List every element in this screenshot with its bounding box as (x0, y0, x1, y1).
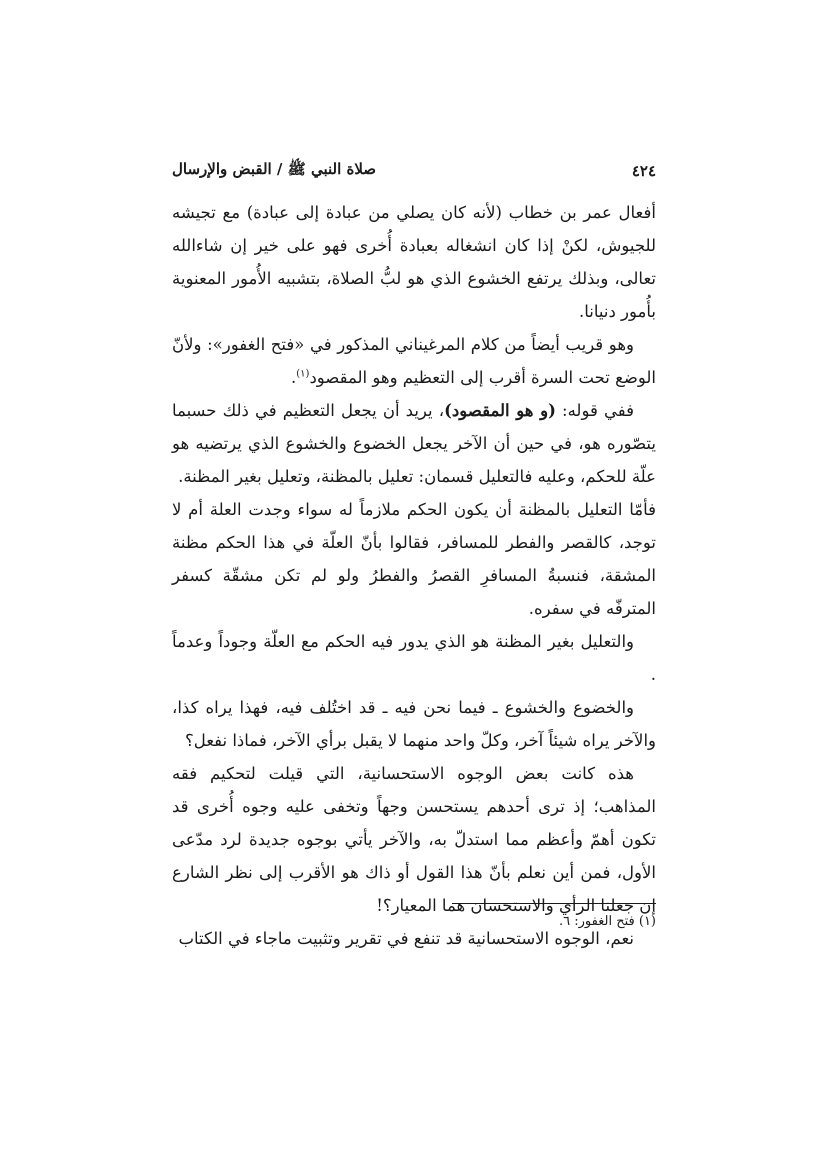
footnote-reference[interactable]: (١) (296, 368, 310, 380)
header-title: صلاة النبي ﷺ / القبض والإرسال (172, 160, 377, 178)
paragraph-lead: ففي قوله: (555, 401, 635, 420)
paragraph-3 (172, 394, 656, 493)
footnote-divider (452, 903, 656, 904)
paragraph-6 (172, 691, 656, 757)
paragraph-7 (172, 757, 656, 922)
footnote-text: (١) فتح الغفور: ٦. (559, 914, 656, 929)
paragraph-text: نعم، الوجوه الاستحسانية قد تنفع في تقرير وتثبيت ماجاء في الكتاب (178, 929, 634, 948)
body-text (172, 196, 656, 955)
paragraph-text: فأمّا التعليل بالمظنة أن يكون الحكم ملازماً له سواء وجدت العلة أم لا توجد، كالقصر والفطر للمسافر، فقالوا بأنّ العلّة في هذا الحكم مظنة المشقة، فنسبةُ المسافرِ القصرُ والفطرُ ولو لم تكن مشقّة كسفر المترفّه في سفره. (172, 500, 656, 618)
paragraph-text: والخضوع والخشوع ـ فيما نحن فيه ـ قد اختُلف فيه، فهذا يراه كذا، والآخر يراه شيئاً آخر، وكلّ واحد منهما لا يقبل برأي الآخر، فماذا نفعل؟ (172, 698, 656, 750)
quoted-phrase: (و هو المقصود) (444, 401, 556, 420)
page-number: ٤٢٤ (631, 162, 656, 180)
paragraph-text: وهو قريب أيضاً من كلام المرغيناني المذكور في «فتح الغفور»: ولأنّ الوضع تحت السرة أقرب إلى التعظيم وهو المقصود (172, 335, 656, 387)
paragraph-2 (172, 328, 656, 394)
running-header (172, 158, 656, 184)
paragraph-text: ، يريد أن يجعل التعظيم في ذلك حسبما يتصّوره هو، في حين أن الآخر يجعل الخضوع والخشوع الذي يرتضيه هو علّة للحكم، وعليه فالتعليل قسمان: تعليل بالمظنة، وتعليل بغير المظنة. (172, 401, 656, 486)
paragraph-4 (172, 493, 656, 625)
paragraph-text: هذه كانت بعض الوجوه الاستحسانية، التي قيلت لتحكيم فقه المذاهب؛ إذ ترى أحدهم يستحسن وجهاً وتخفى عليه وجوه أُخرى قد تكون أهمّ وأعظم مما استدلّ به، والآخر يأتي بوجوه جديدة لرد مدّعى الأول، فمن أين نعلم بأنّ هذا القول أو ذاك هو الأقرب إلى نظر الشارع إن جعلنا الرأي والاستحسان هما المعيار؟! (172, 764, 656, 915)
paragraph-1 (172, 196, 656, 328)
paragraph-text: أفعال عمر بن خطاب (لأنه كان يصلي من عبادة إلى عبادة) مع تجيشه للجيوش، لكنْ إذا كان انشغاله بعبادة أُخرى فهو على خير إن شاءالله تعالى، وبذلك يرتفع الخشوع الذي هو لبُّ الصلاة، بتشبيه الأُمور المعنوية بأُمور دنيانا. (172, 203, 656, 321)
paragraph-end: . (291, 368, 297, 387)
paragraph-text: والتعليل بغير المظنة هو الذي يدور فيه الحكم مع العلّة وجوداً وعدماً . (172, 632, 656, 684)
footnote (172, 912, 656, 932)
paragraph-5 (172, 625, 656, 691)
